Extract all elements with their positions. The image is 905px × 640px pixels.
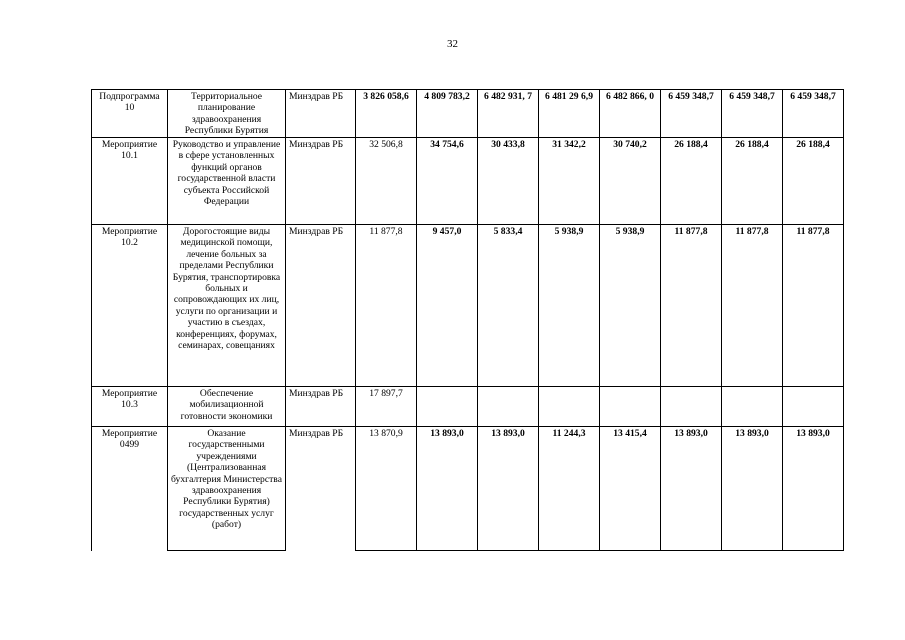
row-value: 5 938,9 — [600, 225, 661, 387]
row-value: 3 826 058,6 — [356, 90, 417, 138]
row-value: 17 897,7 — [356, 387, 417, 427]
row-value: 26 188,4 — [783, 138, 844, 225]
row-value — [600, 387, 661, 427]
row-executor: Минздрав РБ — [286, 225, 356, 387]
row-value: 11 244,3 — [539, 427, 600, 551]
row-value: 6 482 931, 7 — [478, 90, 539, 138]
row-executor: Минздрав РБ — [286, 90, 356, 138]
row-value — [478, 387, 539, 427]
row-value: 32 506,8 — [356, 138, 417, 225]
row-value: 13 893,0 — [478, 427, 539, 551]
row-code: Мероприятие 0499 — [92, 427, 168, 551]
row-value: 34 754,6 — [417, 138, 478, 225]
row-name: Руководство и управление в сфере установленных функций органов государственной власти субъекта Российской Федерации — [168, 138, 286, 225]
row-code: Мероприятие 10.1 — [92, 138, 168, 225]
row-value: 11 877,8 — [661, 225, 722, 387]
row-value: 30 433,8 — [478, 138, 539, 225]
row-value: 11 877,8 — [722, 225, 783, 387]
row-value: 6 459 348,7 — [661, 90, 722, 138]
row-value: 6 482 866, 0 — [600, 90, 661, 138]
row-value — [783, 387, 844, 427]
table-row — [92, 138, 844, 225]
row-value — [722, 387, 783, 427]
row-value: 13 870,9 — [356, 427, 417, 551]
row-value: 13 893,0 — [722, 427, 783, 551]
row-value: 26 188,4 — [661, 138, 722, 225]
row-value: 13 415,4 — [600, 427, 661, 551]
budget-table — [91, 89, 844, 551]
row-executor: Минздрав РБ — [286, 427, 356, 551]
row-value: 13 893,0 — [783, 427, 844, 551]
row-value: 6 481 29 6,9 — [539, 90, 600, 138]
row-value: 30 740,2 — [600, 138, 661, 225]
row-value: 31 342,2 — [539, 138, 600, 225]
row-value: 13 893,0 — [661, 427, 722, 551]
row-value — [417, 387, 478, 427]
row-value: 4 809 783,2 — [417, 90, 478, 138]
row-value — [661, 387, 722, 427]
row-value: 5 938,9 — [539, 225, 600, 387]
row-value: 26 188,4 — [722, 138, 783, 225]
row-value: 11 877,8 — [356, 225, 417, 387]
row-name: Оказание государственными учреждениями (Централизованная бухгалтерия Министерства здравоохранения Республики Бурятия) государственных услуг (работ) — [168, 427, 286, 551]
row-value: 6 459 348,7 — [783, 90, 844, 138]
row-name: Обеспечение мобилизационной готовности экономики — [168, 387, 286, 427]
row-value — [539, 387, 600, 427]
row-value: 6 459 348,7 — [722, 90, 783, 138]
row-code: Мероприятие 10.2 — [92, 225, 168, 387]
table-row — [92, 427, 844, 551]
row-value: 13 893,0 — [417, 427, 478, 551]
row-executor: Минздрав РБ — [286, 138, 356, 225]
row-value: 11 877,8 — [783, 225, 844, 387]
table-row — [92, 90, 844, 138]
row-name: Территориальное планирование здравоохранения Республики Бурятия — [168, 90, 286, 138]
table-row — [92, 225, 844, 387]
page-number: 32 — [447, 38, 458, 50]
row-value: 5 833,4 — [478, 225, 539, 387]
table-row — [92, 387, 844, 427]
row-code: Мероприятие 10.3 — [92, 387, 168, 427]
row-name: Дорогостоящие виды медицинской помощи, лечение больных за пределами Республики Бурятия, транспортировка больных и сопровождающих их лиц, услуги по организации и участию в съездах, конференциях, форумах, семинарах, совещаниях — [168, 225, 286, 387]
row-executor: Минздрав РБ — [286, 387, 356, 427]
row-value: 9 457,0 — [417, 225, 478, 387]
row-code: Подпрограмма 10 — [92, 90, 168, 138]
